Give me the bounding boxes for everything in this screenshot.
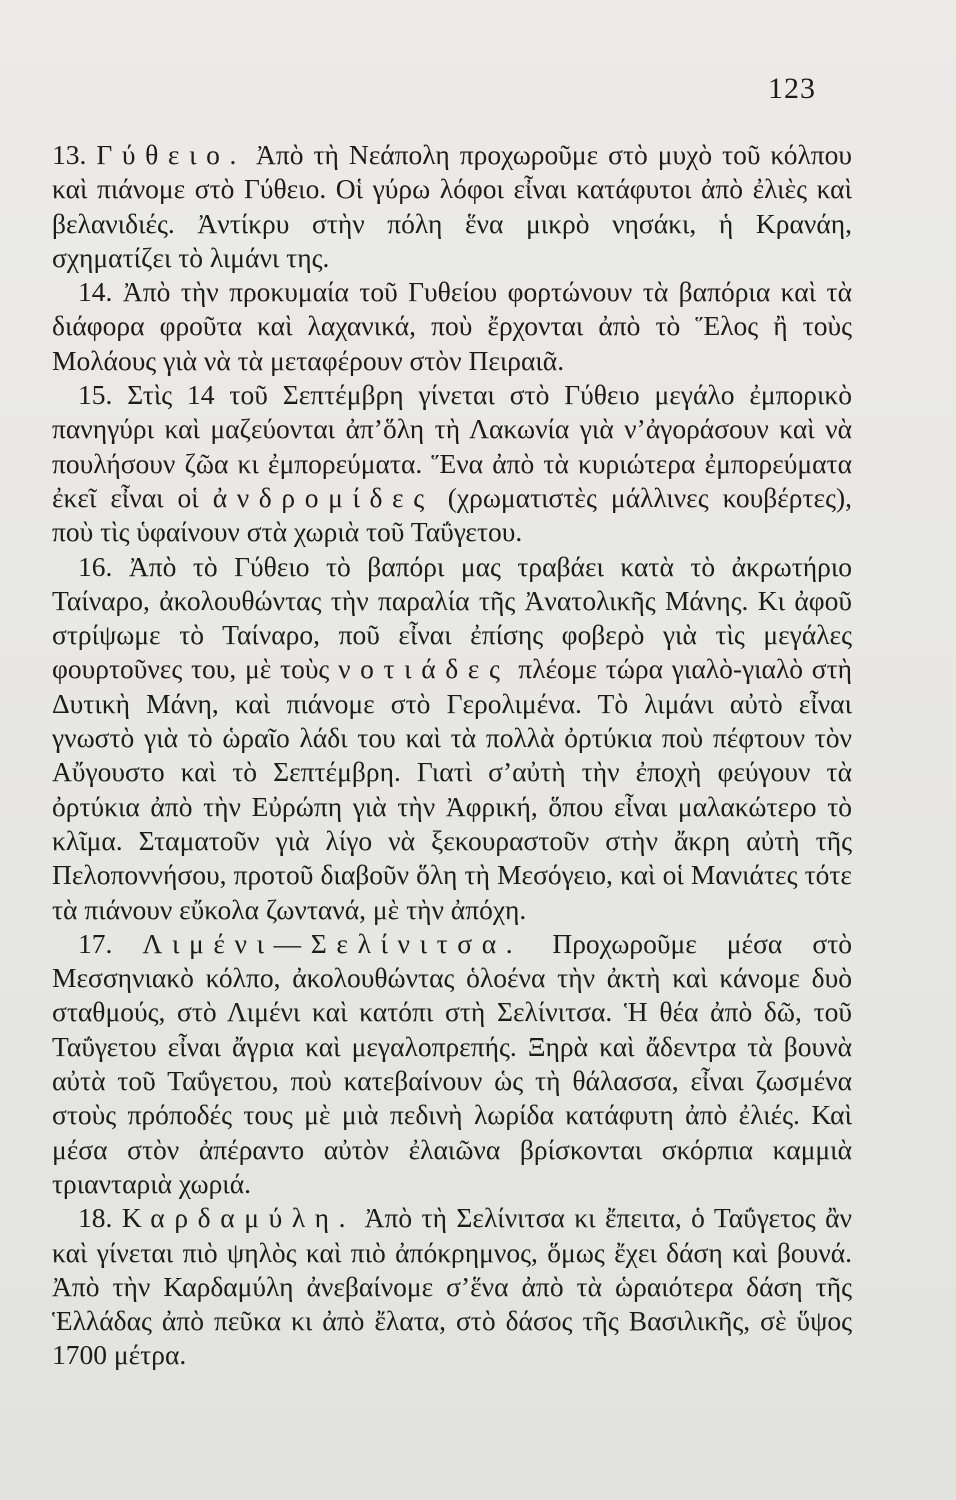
section-title: Καρδαμύλη. <box>121 1202 356 1234</box>
paragraph-text: Στὶς 14 τοῦ Σεπτέμβρη γίνεται στὸ Γύθειο μεγάλο ἐμπορικὸ πανηγύρι καὶ μαζεύονται ἀπ’ὅλη τὴ Λακωνία γιὰ ν’ἀγοράσουν καὶ νὰ πουλήσουν ζῶα κι ἐμπορεύματα. Ἕνα ἀπὸ τὰ κυριώτερα ἐμπορεύματα ἐκεῖ εἶναι οἱ <box>52 379 852 513</box>
paragraph-number: 17. <box>78 927 113 959</box>
paragraph-number: 13. <box>52 139 87 170</box>
paragraph-number: 16. <box>78 550 113 582</box>
paragraph-text-continued: πλέομε τώρα γιαλὸ-γιαλὸ στὴ Δυτικὴ Μάνη, καὶ πιάνομε στὸ Γερολιμένα. Τὸ λιμάνι αὐτὸ εἶναι γνωστὸ γιὰ τὸ ὡραῖο λάδι του καὶ τὰ πολλὰ ὀρτύκια ποὺ πέφτουν τὸν Αὔγουστο καὶ τὸ Σεπτέμβρη. Γιατὶ σ’αὐτὴ τὴν ἐποχὴ φεύγουν τὰ ὀρτύκια ἀπὸ τὴν Εὐρώπη γιὰ τὴν Ἀφρική, ὅπου εἶναι μαλακώτερο τὸ κλῖμα. Σταματοῦν γιὰ λίγο νὰ ξεκουραστοῦν στὴν ἄκρη αὐτὴ τῆς Πελοποννήσου, προτοῦ διαβοῦν ὅλη τὴ Μεσόγειο, καὶ οἱ Μανιάτες τότε τὰ πιάνουν εὔκολα ζωντανά, μὲ τὴν ἀπόχη. <box>52 653 853 925</box>
paragraph-number: 18. <box>78 1202 113 1234</box>
paragraph-15 <box>52 378 852 549</box>
paragraph-text: Ἀπὸ τὸ Γύθειο τὸ βαπόρι μας τραβάει κατὰ τὸ ἀκρωτήριο Ταίναρο, ἀκολουθώντας τὴν παραλία τῆς Ἀνατολικῆς Μάνης. Κι ἀφοῦ στρίψωμε τὸ Ταίναρο, ποῦ εἶναι ἐπίσης φοβερὸ γιὰ τὶς μεγάλες φουρτοῦνες του, μὲ τοὺς <box>52 550 853 685</box>
section-title: Γύθειο. <box>96 139 246 170</box>
page-number: 123 <box>768 72 816 105</box>
spaced-term: νοτιάδες <box>338 653 510 685</box>
paragraph-text: Ἀπὸ τὴ Νεάπολη προχωροῦμε στὸ μυχὸ τοῦ κόλπου καὶ πιάνομε στὸ Γύθειο. Οἱ γύρω λόφοι εἶναι κατάφυτοι ἀπὸ ἐλιὲς καὶ βελανιδιές. Ἀντίκρυ στὴν πόλη ἕνα μικρὸ νησάκι, ἡ Κρανάη, σχηματίζει τὸ λιμάνι της. <box>52 139 853 273</box>
paragraph-number: 15. <box>78 379 113 411</box>
paragraph-16 <box>52 550 852 927</box>
paragraph-text: Προχωροῦμε μέσα στὸ Μεσσηνιακὸ κόλπο, ἀκολουθώντας ὁλοένα τὴν ἀκτὴ καὶ κάνομε δυὸ σταθμούς, στὸ Λιμένι καὶ κατόπι στὴ Σελίνιτσα. Ἡ θέα ἀπὸ δῶ, τοῦ Ταΰγετου εἶναι ἄγρια καὶ μεγαλοπρεπής. Ξηρὰ καὶ ἄδεντρα τὰ βουνὰ αὐτὰ τοῦ Ταΰγετου, ποὺ κατεβαίνουν ὡς τὴ θάλασσα, εἶναι ζωσμένα στοὺς πρόποδές τους μὲ μιὰ πεδινὴ λωρίδα κατάφυτη ἀπὸ ἐλιές. Καὶ μέσα στὸν ἀπέραντο αὐτὸν ἐλαιῶνα βρίσκονται σκόρπια καμμιὰ τριανταριὰ χωριά. <box>52 927 852 1199</box>
body-text <box>52 138 852 1373</box>
spaced-term: ἀνδρομίδες <box>212 481 434 513</box>
section-title: Λιμένι—Σελίνιτσα. <box>142 927 523 959</box>
paragraph-18 <box>52 1201 852 1372</box>
paragraph-text: Ἀπὸ τὴν προκυμαία τοῦ Γυθείου φορτώνουν τὰ βαπόρια καὶ τὰ διάφορα φροῦτα καὶ λαχανικά, ποὺ ἔρχονται ἀπὸ τὸ Ἕλος ἢ τοὺς Μολάους γιὰ νὰ τὰ μεταφέρουν στὸν Πειραιᾶ. <box>52 276 853 376</box>
paragraph-14 <box>52 275 852 378</box>
paragraph-text-continued: (χρωματιστὲς μάλλινες κουβέρτες), ποὺ τὶς ὑφαίνουν στὰ χωριὰ τοῦ Ταΰγετου. <box>52 481 852 548</box>
paragraph-13 <box>52 138 852 275</box>
paragraph-number: 14. <box>78 276 113 308</box>
paragraph-17 <box>52 927 852 1201</box>
paragraph-text: Ἀπὸ τὴ Σελίνιτσα κι ἔπειτα, ὁ Ταΰγετος ἂν καὶ γίνεται πιὸ ψηλὸς καὶ πιὸ ἀπόκρημνος, ὅμως ἔχει δάση καὶ βουνά. Ἀπὸ τὴν Καρδαμύλη ἀνεβαίνομε σ’ἕνα ἀπὸ τὰ ὡραιότερα δάση τῆς Ἑλλάδας ἀπὸ πεῦκα κι ἀπὸ ἔλατα, στὸ δάσος τῆς Βασιλικῆς, σὲ ὕψος 1700 μέτρα. <box>52 1202 852 1371</box>
